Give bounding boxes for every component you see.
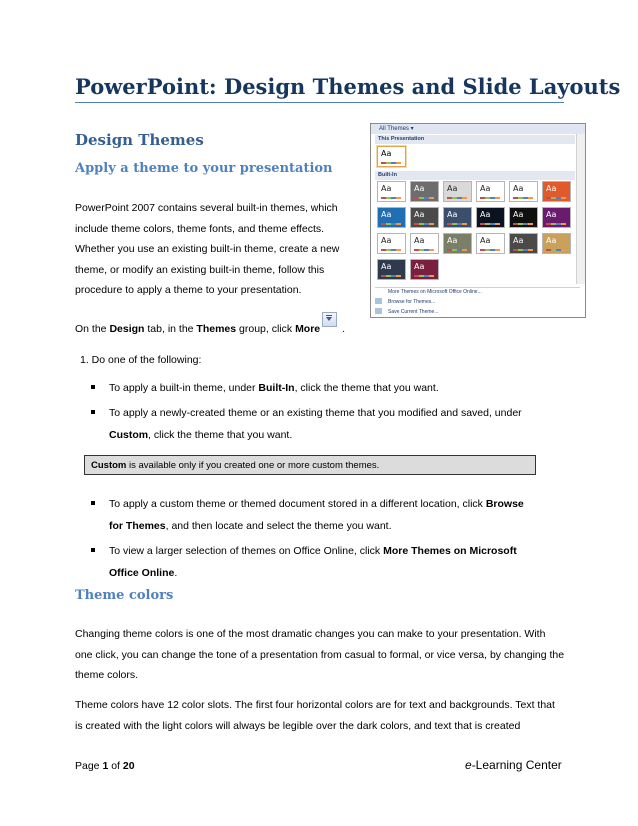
theme-thumbnail: Aa — [377, 207, 406, 228]
theme-thumbnail: Aa — [509, 233, 538, 254]
theme-thumbnail: Aa — [377, 233, 406, 254]
gallery-scrollbar — [576, 134, 585, 284]
theme-thumbnail: Aa — [377, 181, 406, 202]
theme-thumbnail: Aa — [410, 207, 439, 228]
bullet-square-icon — [91, 548, 95, 552]
step-1: 1. Do one of the following: — [80, 354, 202, 366]
page-title: PowerPoint: Design Themes and Slide Layouts — [75, 74, 621, 99]
list-item-text: To apply a built-in theme, under Built-In, click the theme that you want. — [109, 382, 439, 394]
theme-thumbnail: Aa — [542, 181, 571, 202]
instruction-text: On the — [75, 323, 110, 335]
theme-gallery-screenshot — [370, 123, 586, 318]
list-item-text: To apply a newly-created theme or an existing theme that you modified and saved, under Custom, click the theme that you want. — [109, 407, 522, 441]
theme-thumbnail: Aa — [410, 259, 439, 280]
intro-paragraph: PowerPoint 2007 contains several built-in themes, which include theme colors, theme fonts, and theme effects. Whether you use an existing built-in theme, create a new theme, or modify an existing built-in theme, follow this procedure to apply a theme to your presentation. — [75, 202, 340, 296]
this-presentation-label: This Presentation — [375, 135, 575, 144]
bullet-square-icon — [91, 385, 95, 389]
theme-thumbnail: Aa — [509, 207, 538, 228]
page-number: Page 1 of 20 — [75, 760, 135, 772]
note-box: Custom is available only if you created one or more custom themes. — [84, 455, 536, 475]
theme-thumbnail: Aa — [377, 259, 406, 280]
section-heading: Design Themes — [75, 131, 204, 149]
theme-thumbnail: Aa — [443, 207, 472, 228]
sub-heading-apply-theme: Apply a theme to your presentation — [75, 161, 333, 176]
theme-thumbnail: Aa — [509, 181, 538, 202]
theme-colors-paragraph-1: Changing theme colors is one of the most dramatic changes you can make to your presentation. With one click, you can change the tone of a presentation from casual to formal, or vice versa, by changing the theme colors. — [75, 628, 565, 681]
instruction-bold: Design — [109, 323, 145, 335]
theme-thumbnail: Aa — [410, 181, 439, 202]
theme-thumbnail: Aa — [377, 146, 406, 167]
theme-colors-paragraph-2: Theme colors have 12 color slots. The first four horizontal colors are for text and backgrounds. Text that is created with the light colors will always be legible over the dark colors, and text that is created — [75, 699, 555, 732]
bullet-square-icon — [91, 410, 95, 414]
menu-more-themes: More Themes on Microsoft Office Online... — [388, 289, 482, 295]
theme-thumbnail: Aa — [443, 233, 472, 254]
instruction-line — [75, 318, 345, 340]
theme-thumbnail: Aa — [443, 181, 472, 202]
title-rule — [75, 102, 564, 103]
theme-thumbnail: Aa — [542, 233, 571, 254]
list-item-text: To apply a custom theme or themed document stored in a different location, click Browse for Themes, and then locate and select the theme you want. — [109, 498, 524, 532]
instruction-bold: More — [295, 323, 321, 335]
built-in-label: Built-In — [375, 171, 575, 180]
theme-thumbnail: Aa — [410, 233, 439, 254]
save-icon — [375, 308, 382, 314]
instruction-text: . — [339, 323, 345, 335]
menu-browse-themes: Browse for Themes... — [375, 298, 435, 305]
instruction-text: group, click — [236, 323, 296, 335]
theme-thumbnail: Aa — [542, 207, 571, 228]
folder-icon — [375, 298, 382, 304]
theme-thumbnail: Aa — [476, 181, 505, 202]
footer-brand: e-Learning Center — [465, 758, 562, 772]
theme-thumbnail: Aa — [476, 207, 505, 228]
instruction-bold: Themes — [196, 323, 237, 335]
theme-thumbnail: Aa — [476, 233, 505, 254]
bullet-square-icon — [91, 501, 95, 505]
sub-heading-theme-colors: Theme colors — [75, 588, 174, 603]
list-item-text: To view a larger selection of themes on Office Online, click More Themes on Microsoft Office Online. — [109, 545, 517, 579]
instruction-text: tab, in the — [144, 323, 197, 335]
all-themes-header: All Themes ▾ — [371, 124, 585, 134]
menu-save-theme: Save Current Theme... — [375, 308, 439, 315]
more-dropdown-icon — [322, 312, 337, 327]
